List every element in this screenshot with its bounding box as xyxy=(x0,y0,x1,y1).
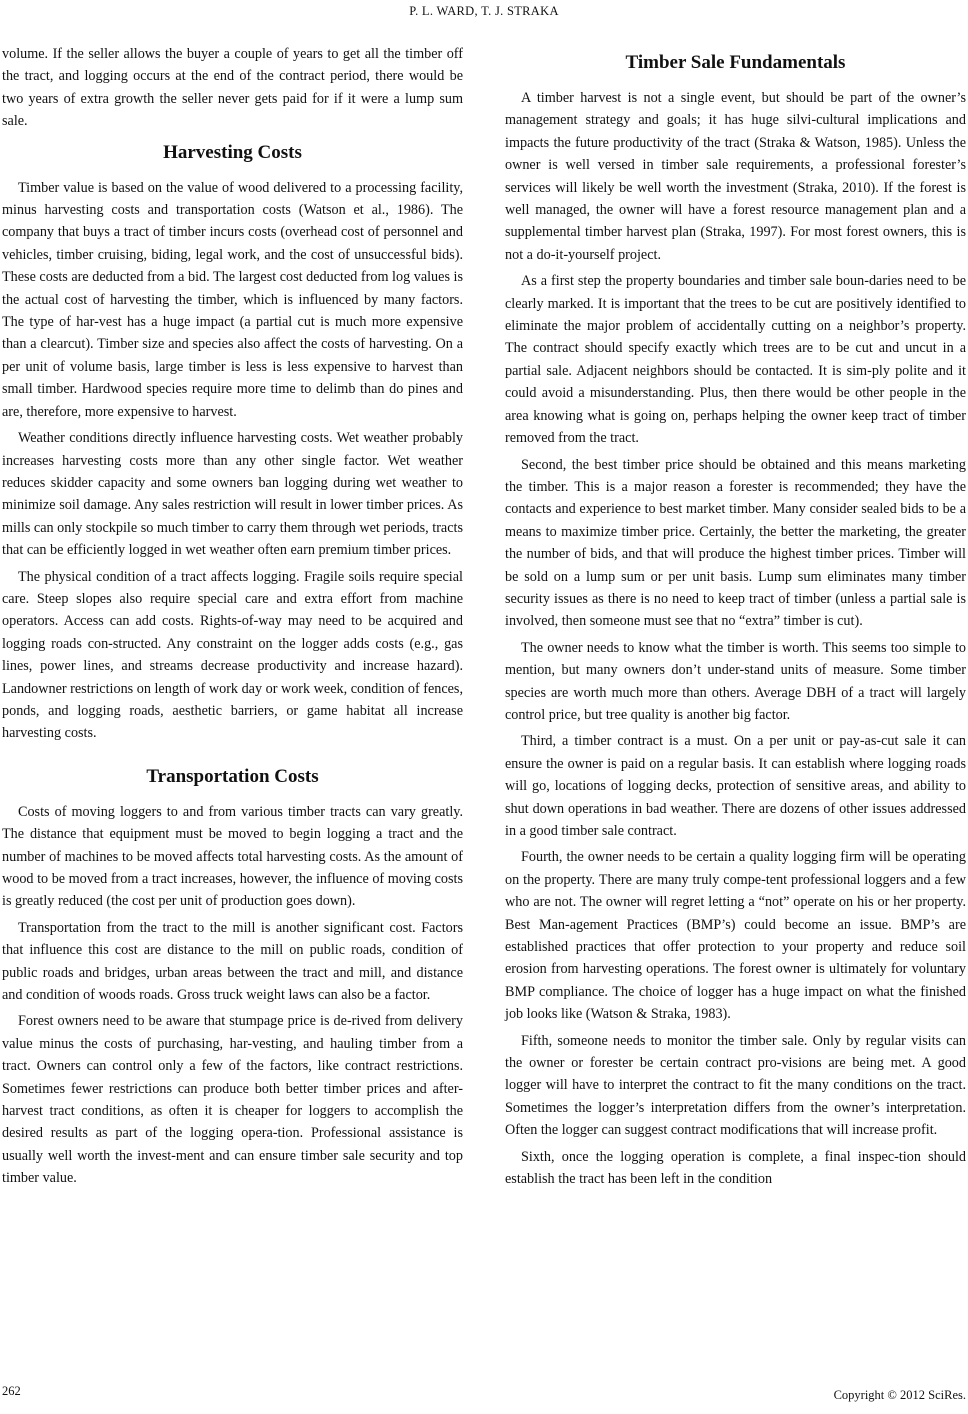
section-heading-harvesting-costs: Harvesting Costs xyxy=(163,141,302,163)
section-heading-timber-sale-fundamentals: Timber Sale Fundamentals xyxy=(625,52,846,73)
left-column xyxy=(2,43,463,1190)
paragraph-fundamentals-8: Sixth, once the logging operation is complete, a final inspec-tion should establish the tract has been left in the condition xyxy=(505,1148,966,1188)
page-number: 262 xyxy=(2,1384,21,1398)
paragraph-continuation: volume. If the seller allows the buyer a couple of years to get all the timber off the tract, and logging occurs at the end of the contract period, there would be two years of extra growth the seller never gets paid for if it were a lump sum sale. xyxy=(2,46,463,130)
paragraph-transportation-1: Costs of moving loggers to and from various timber tracts can vary greatly. The distance that equipment must be moved to begin logging a tract and the number of machines to be moved affects total harvesting costs. As the amount of wood to be moved from a tract increases, however, the influence of moving costs is greatly reduced (the cost per unit of production goes down). xyxy=(2,803,463,910)
paragraph-fundamentals-1: A timber harvest is not a single event, but should be part of the owner’s management strategy and goals; it has huge silvi-cultural implications and impacts the future productivity of the tract (Straka & Watson, 1985). Unless the owner is well versed in timber sale requirements, a professional forester’s services will likely be well worth the investment (Straka, 2010). If the forest is well managed, the owner will have a forest resource management plan and a supplemental timber harvest plan (Straka, 1997). For most forest owners, this is not a do-it-yourself project. xyxy=(505,90,966,263)
paragraph-transportation-3: Forest owners need to be aware that stumpage price is de-rived from delivery value minus the costs of purchasing, har-vesting, and hauling timber from a tract. Owners can control only a few of the factors, like contract restrictions. Sometimes fewer restrictions can produce both better timber prices and after-harvest tract conditions, as often it is cheaper for loggers to accomplish the desired results as part of the logging opera-tion. Professional assistance is usually well worth the invest-ment and can ensure timber sale security and top timber value. xyxy=(2,1013,463,1187)
paragraph-harvesting-3: The physical condition of a tract affects logging. Fragile soils require special care. Steep slopes also require special care and extra effort from machine operators. Access can add costs. Rights-of-way may need to be acquired and logging roads con-structed. Any constraint on the logger adds costs (e.g., gas lines, power lines, and streams decrease productivity and increase hazard). Landowner restrictions on length of work day or work week, condition of fences, ponds, and logging roads, aesthetic barriers, or game habitat all increase harvesting costs. xyxy=(2,568,463,742)
paragraph-fundamentals-7: Fifth, someone needs to monitor the timber sale. Only by regular visits can the owner or forester be certain contract pro-visions are being met. A good logger will have to interpret the contract to fit the many conditions on the tract. Sometimes the logger’s interpretation differs from the owner’s interpretation. Often the logger can suggest contract modifications that will increase profit. xyxy=(505,1032,966,1139)
paragraph-fundamentals-6: Fourth, the owner needs to be certain a quality logging firm will be operating on the property. There are many truly compe-tent professional loggers and a few who are not. The owner will regret letting a “not” operate on his or her property. Best Man-agement Practices (BMP’s) could become an issue. BMP’s are established practices that offer protection to your property and reduce soil erosion from harvesting operations. The forest owner is ultimately for voluntary BMP compliance. The choice of logger has a huge impact on what the finished job looks like (Watson & Straka, 1983). xyxy=(505,849,966,1023)
copyright-notice: Copyright © 2012 SciRes. xyxy=(833,1388,966,1402)
right-column xyxy=(505,43,966,1191)
paragraph-harvesting-1: Timber value is based on the value of wood delivered to a processing facility, minus harvesting costs and transportation costs (Watson et al., 1986). The company that buys a tract of timber incurs costs (overhead cost of personnel and vehicles, timber cruising, biding, legal work, and the cost of unsuccessful bids). These costs are deducted from a bid. The largest cost deducted from log values is the actual cost of harvesting the timber, which is influenced by many factors. The type of har-vest has a huge impact (a partial cut is much more expensive than a clearcut). Timber size and species also affect the costs of harvesting. On a per unit of volume basis, large timber is less is less expensive to harvest than small timber. Hardwood species require more time to delimb than do pines and are, therefore, more expensive to harvest. xyxy=(2,179,463,420)
paragraph-fundamentals-2: As a first step the property boundaries and timber sale boun-daries need to be clearly marked. It is important that the trees to be cut are positively identified to eliminate the major problem of accidentally cutting on a neighbor’s property. The contract should specify exactly which trees are to be cut and uncut in a partial sale. Adjacent neighbors should be contacted. It is sim-ply polite and it could avoid a misunderstanding. Plus, then there would be other people in the area knowing what is going on, perhaps helping the owner keep tract of timber removed from the tract. xyxy=(505,273,966,447)
running-head: P. L. WARD, T. J. STRAKA xyxy=(409,4,559,18)
paragraph-harvesting-2: Weather conditions directly influence harvesting costs. Wet weather probably increases harvesting costs more than any other single factor. Wet weather reduces skidder capacity and some owners ban logging during wet weather to minimize soil damage. Any sales restriction will result in lower timber prices. As mills can only stockpile so much timber to carry them through wet periods, tracts that can be efficiently logged in wet weather often earn premium timber prices. xyxy=(2,430,463,559)
paragraph-fundamentals-4: The owner needs to know what the timber is worth. This seems too simple to mention, but many owners don’t under-stand units of measure. Some timber species are worth much more than others. Average DBH of a tract will largely control price, but tree quality is another big factor. xyxy=(505,639,966,723)
paragraph-fundamentals-3: Second, the best timber price should be obtained and this means marketing the timber. This is a major reason a forester is recommended; they have the contacts and experience to best market timber. Many consider sealed bids to be a means to maximize timber price. Certainly, the better the marketing, the greater the number of bids, and that will produce the highest timber prices. Timber will be sold on a lump sum or per unit basis. Lump sum eliminates many timber security issues as there is no need to keep tract of timber (unless a partial sale is involved, then someone must see that no “extra” timber is cut). xyxy=(505,456,966,630)
paragraph-fundamentals-5: Third, a timber contract is a must. On a per unit or pay-as-cut sale it can ensure the owner is paid on a regular basis. It can establish where logging roads will go, locations of logging decks, protection of sensitive areas, and ability to shut down operations in bad weather. There are dozens of other issues addressed in a good timber sale contract. xyxy=(505,733,966,839)
paragraph-transportation-2: Transportation from the tract to the mill is another significant cost. Factors that influence this cost are distance to the mill on public roads, condition of public roads and bridges, urban areas between the tract and mill, and distance and condition of woods roads. Gross truck weight laws can also be a factor. xyxy=(2,919,463,1004)
section-heading-transportation-costs: Transportation Costs xyxy=(146,765,319,787)
